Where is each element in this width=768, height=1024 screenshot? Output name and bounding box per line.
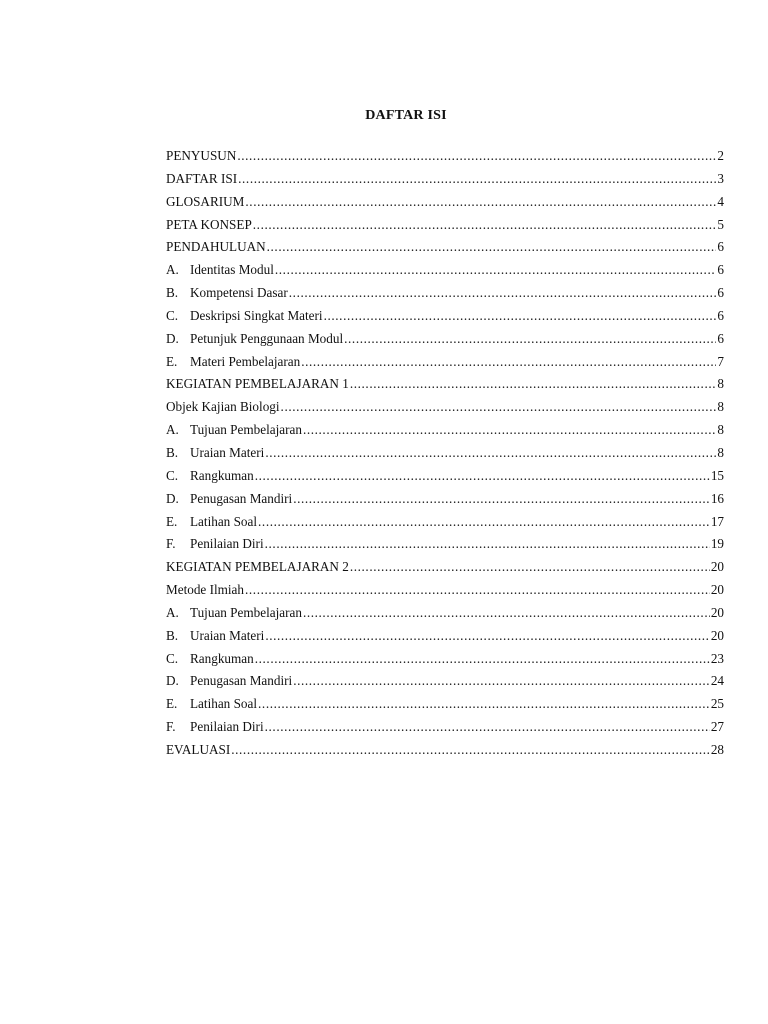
toc-entry-label: Latihan Soal <box>190 513 258 529</box>
toc-entry-marker: B. <box>166 444 179 460</box>
toc-entry-label: DAFTAR ISI <box>166 170 238 186</box>
toc-entry-marker: C. <box>166 650 179 666</box>
toc-entry-page-number: 28 <box>710 741 724 757</box>
toc-entry-page-number: 15 <box>710 467 724 483</box>
toc-dot-leader <box>258 514 710 530</box>
toc-entry-marker: B. <box>166 285 179 301</box>
toc-entry <box>166 217 724 240</box>
toc-entry-marker: A. <box>166 604 179 620</box>
toc-entry-page-number: 3 <box>717 170 724 186</box>
toc-dot-leader <box>258 696 710 712</box>
toc-entry-page-number: 8 <box>717 376 724 392</box>
toc-entry-marker: A. <box>166 422 179 438</box>
toc-entry <box>166 628 724 651</box>
toc-entry-page-number: 23 <box>710 650 724 666</box>
toc-entry-label: Rangkuman <box>190 467 254 483</box>
toc-entry-marker: E. <box>166 696 178 712</box>
toc-dot-leader <box>275 262 717 278</box>
toc-entry-marker: E. <box>166 513 178 529</box>
toc-entry-page-number: 6 <box>717 330 724 346</box>
toc-dot-leader <box>293 491 710 507</box>
toc-entry-marker: E. <box>166 353 178 369</box>
toc-entry-label: Tujuan Pembelajaran <box>190 604 302 620</box>
toc-dot-leader <box>350 376 717 392</box>
toc-entry-marker: B. <box>166 627 179 643</box>
toc-entry <box>166 445 724 468</box>
toc-entry <box>166 171 724 194</box>
toc-entry-marker: D. <box>166 490 179 506</box>
toc-dot-leader <box>237 148 716 164</box>
toc-entry-label: Uraian Materi <box>190 627 265 643</box>
toc-entry-page-number: 20 <box>710 604 724 620</box>
toc-dot-leader <box>253 217 717 233</box>
toc-entry-page-number: 25 <box>710 696 724 712</box>
toc-dot-leader <box>265 536 710 552</box>
toc-dot-leader <box>344 331 716 347</box>
toc-entry-label: KEGIATAN PEMBELAJARAN 2 <box>166 559 349 575</box>
toc-entry-label: Penilaian Diri <box>190 719 264 735</box>
toc-entry-marker: D. <box>166 673 179 689</box>
toc-entry <box>166 559 724 582</box>
toc-entry-page-number: 4 <box>717 193 724 209</box>
toc-entry-page-number: 20 <box>710 627 724 643</box>
toc-entry-page-number: 24 <box>710 673 724 689</box>
toc-entry-label: Objek Kajian Biologi <box>166 399 280 415</box>
toc-dot-leader <box>231 742 710 758</box>
toc-entry <box>166 148 724 171</box>
toc-entry-marker: F. <box>166 719 176 735</box>
toc-dot-leader <box>303 422 716 438</box>
toc-entry-page-number: 6 <box>717 285 724 301</box>
toc-dot-leader <box>255 651 710 667</box>
toc-entry <box>166 651 724 674</box>
toc-dot-leader <box>265 719 710 735</box>
toc-entry-page-number: 17 <box>710 513 724 529</box>
toc-entry <box>166 308 724 331</box>
toc-entry-label: PENDAHULUAN <box>166 239 266 255</box>
toc-entry <box>166 194 724 217</box>
toc-dot-leader <box>267 239 717 255</box>
toc-dot-leader <box>245 582 710 598</box>
toc-entry-marker: C. <box>166 307 179 323</box>
toc-entry-label: KEGIATAN PEMBELAJARAN 1 <box>166 376 349 392</box>
toc-entry-marker: F. <box>166 536 176 552</box>
toc-entry <box>166 468 724 491</box>
toc-entry-page-number: 6 <box>717 239 724 255</box>
toc-entry-label: Metode Ilmiah <box>166 582 245 598</box>
toc-entry-label: PENYUSUN <box>166 148 237 163</box>
toc-entry <box>166 491 724 514</box>
toc-entry-page-number: 8 <box>717 444 724 460</box>
toc-entry <box>166 582 724 605</box>
toc-entry-label: Penugasan Mandiri <box>190 673 293 689</box>
toc-entry <box>166 262 724 285</box>
toc-entry-page-number: 27 <box>710 719 724 735</box>
toc-entry-label: PETA KONSEP <box>166 216 252 232</box>
toc-entry-label: Rangkuman <box>190 650 254 666</box>
toc-entry-page-number: 8 <box>717 399 724 415</box>
toc-entry <box>166 376 724 399</box>
toc-entry-label: Penilaian Diri <box>190 536 264 552</box>
toc-entry <box>166 239 724 262</box>
toc-entry-page-number: 16 <box>710 490 724 506</box>
toc-entry-page-number: 20 <box>710 559 724 575</box>
toc-dot-leader <box>281 399 717 415</box>
toc-entry-label: Identitas Modul <box>190 262 274 278</box>
toc-dot-leader <box>293 673 710 689</box>
toc-dot-leader <box>245 194 716 210</box>
toc-entry-label: Deskripsi Singkat Materi <box>190 307 323 323</box>
toc-entry-label: Penugasan Mandiri <box>190 490 293 506</box>
toc-entry-page-number: 2 <box>717 148 724 163</box>
toc-dot-leader <box>289 285 717 301</box>
toc-entry-label: GLOSARIUM <box>166 193 245 209</box>
toc-entry-label: Petunjuk Penggunaan Modul <box>190 330 344 346</box>
toc-entry-page-number: 20 <box>710 582 724 598</box>
toc-entry-page-number: 5 <box>717 216 724 232</box>
toc-entry <box>166 422 724 445</box>
toc-dot-leader <box>265 445 716 461</box>
toc-entry <box>166 354 724 377</box>
toc-dot-leader <box>324 308 717 324</box>
toc-entry-page-number: 6 <box>717 307 724 323</box>
toc-entry <box>166 742 724 765</box>
toc-entry-marker: D. <box>166 330 179 346</box>
toc-entry <box>166 399 724 422</box>
toc-entry-page-number: 19 <box>710 536 724 552</box>
toc-entry-page-number: 8 <box>717 422 724 438</box>
toc-entry-label: Latihan Soal <box>190 696 258 712</box>
toc-list <box>166 148 724 765</box>
toc-entry <box>166 514 724 537</box>
toc-entry-label: Materi Pembelajaran <box>190 353 301 369</box>
toc-entry-page-number: 6 <box>717 262 724 278</box>
toc-entry <box>166 673 724 696</box>
toc-entry <box>166 285 724 308</box>
toc-entry <box>166 536 724 559</box>
toc-dot-leader <box>255 468 710 484</box>
toc-entry <box>166 719 724 742</box>
toc-dot-leader <box>238 171 716 187</box>
toc-entry <box>166 605 724 628</box>
toc-entry-marker: A. <box>166 262 179 278</box>
toc-entry <box>166 331 724 354</box>
toc-entry <box>166 696 724 719</box>
toc-dot-leader <box>301 354 716 370</box>
toc-dot-leader <box>265 628 709 644</box>
toc-dot-leader <box>350 559 710 575</box>
toc-entry-label: Uraian Materi <box>190 444 265 460</box>
toc-entry-page-number: 7 <box>717 353 724 369</box>
toc-dot-leader <box>303 605 710 621</box>
page-title: DAFTAR ISI <box>365 108 447 123</box>
toc-entry-label: Tujuan Pembelajaran <box>190 422 302 438</box>
toc-entry-marker: C. <box>166 467 179 483</box>
toc-entry-label: Kompetensi Dasar <box>190 285 288 301</box>
toc-entry-label: EVALUASI <box>166 741 231 757</box>
